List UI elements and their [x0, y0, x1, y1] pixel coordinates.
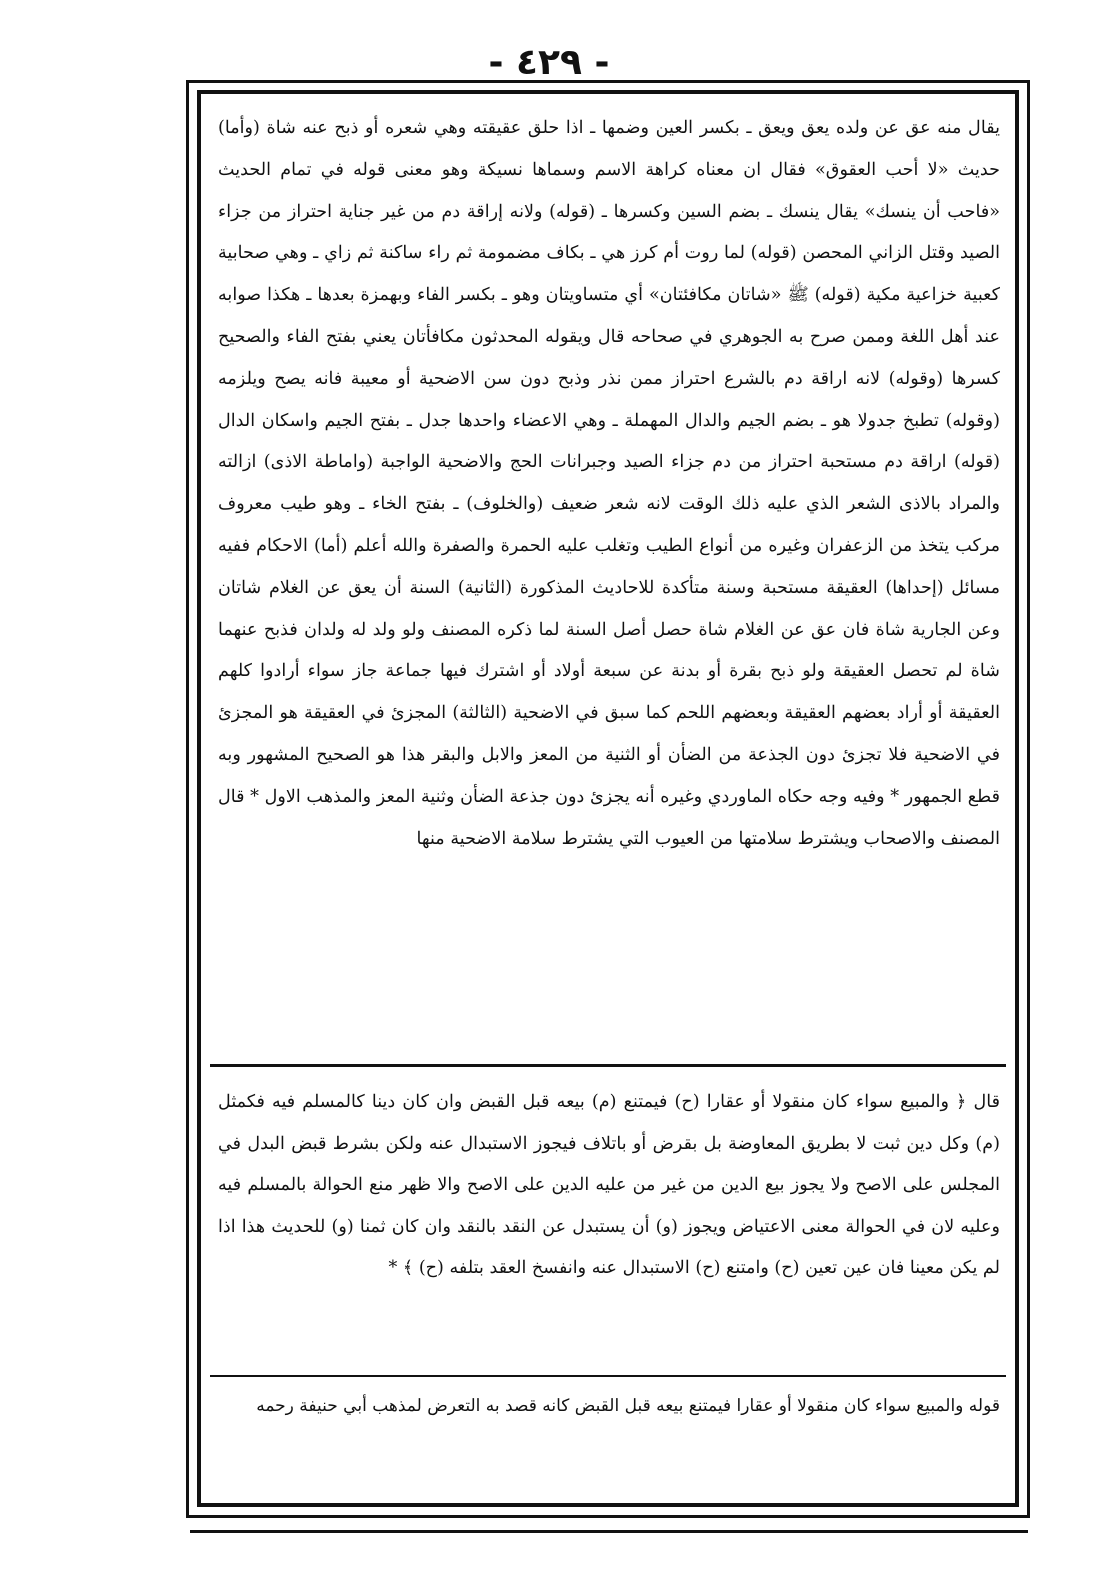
commentary-text-lower: قوله والمبيع سواء كان منقولا أو عقارا فيمتنع بيعه قبل القبض كانه قصد به التعرض لمذهب أبي حنيفة رحمه	[256, 1396, 1000, 1416]
commentary-text-upper: يقال منه عق عن ولده يعق ويعق ـ بكسر العين وضمها ـ اذا حلق عقيقته وهي شعره أو ذبح عنه شاة (وأما) حديث «لا أحب العقوق» فقال ان معناه كراهة الاسم وسماها نسيكة وهو معنى قوله في تمام الحديث «فاحب أن ينسك» يقال ينسك ـ بضم السين وكسرها ـ (قوله) ولانه إراقة دم من غير جناية احتراز من جزاء الصيد وقتل الزاني المحصن (قوله) لما روت أم كرز هي ـ بكاف مضمومة ثم راء ساكنة ثم زاي ـ وهي صحابية كعبية خزاعية مكية (قوله) ﷺ «شاتان مكافئتان» أي متساويتان وهو ـ بكسر الفاء وبهمزة بعدها ـ هكذا صوابه عند أهل اللغة وممن صرح به الجوهري في صحاحه قال ويقوله المحدثون مكافأتان يعني بفتح الفاء والصحيح كسرها (وقوله) لانه اراقة دم بالشرع احتراز ممن نذر وذبح دون سن الاضحية أو معيبة فانه يصح ويلزمه (وقوله) تطبخ جدولا هو ـ بضم الجيم والدال المهملة ـ وهي الاعضاء واحدها جدل ـ بفتح الجيم واسكان الدال (قوله) اراقة دم مستحبة احتراز من دم جزاء الصيد وجبرانات الحج والاضحية الواجبة (واماطة الاذى) ازالته والمراد بالاذى الشعر الذي عليه ذلك الوقت لانه شعر ضعيف (والخلوف) ـ بفتح الخاء ـ وهو طيب معروف مركب يتخذ من الزعفران وغيره من أنواع الطيب وتغلب عليه الحمرة والصفرة والله أعلم (أما) الاحكام ففيه مسائل (إحداها) العقيقة مستحبة وسنة متأكدة للاحاديث المذكورة (الثانية) السنة أن يعق عن الغلام شاتان وعن الجارية شاة فان عق عن الغلام شاة حصل أصل السنة لما ذكره المصنف ولو ولد له ولدان فذبح عنهما شاة لم تحصل العقيقة ولو ذبح بقرة أو بدنة عن سبعة أولاد أو اشترك فيها جماعة جاز سواء أرادوا كلهم العقيقة أو أراد بعضهم العقيقة وبعضهم اللحم كما سبق في الاضحية (الثالثة) المجزئ في العقيقة هو المجزئ في الاضحية فلا تجزئ دون الجذعة من الضأن أو الثنية من المعز والابل والبقر هذا هو الصحيح المشهور وبه قطع الجمهور * وفيه وجه حكاه الماوردي وغيره أنه يجزئ دون جذعة الضأن وثنية المعز والمذهب الاول * قال المصنف والاصحاب ويشترط سلامتها من العيوب التي يشترط سلامة الاضحية منها	[218, 118, 1000, 849]
page-number: - ٤٢٩ -	[488, 42, 610, 83]
bottom-rule	[190, 1530, 1028, 1533]
commentary-rule	[210, 1375, 1006, 1377]
main-text-quote: قال ﴿ والمبيع سواء كان منقولا أو عقارا (ح) فيمتنع (م) بيعه قبل القبض وان كان دينا كالمسلم فيه فكمثل (م) وكل دين ثبت لا بطريق المعاوضة بل بقرض أو باتلاف فيجوز الاستبدال عنه ولكن بشرط قبض البدل في المجلس على الاصح ولا يجوز بيع الدين من غير من عليه الدين على الاصح والا ظهر منع الحوالة بالمسلم فيه وعليه لان في الحوالة معنى الاعتياض ويجوز (و) أن يستبدل عن النقد بالنقد وان كان ثمنا (و) للحديث هذا اذا لم يكن معينا فان عين تعين (ح) وامتنع (ح) الاستبدال عنه وانفسخ العقد بتلفه (ح) ﴾ *	[218, 1092, 1000, 1279]
section-divider	[210, 1064, 1006, 1067]
